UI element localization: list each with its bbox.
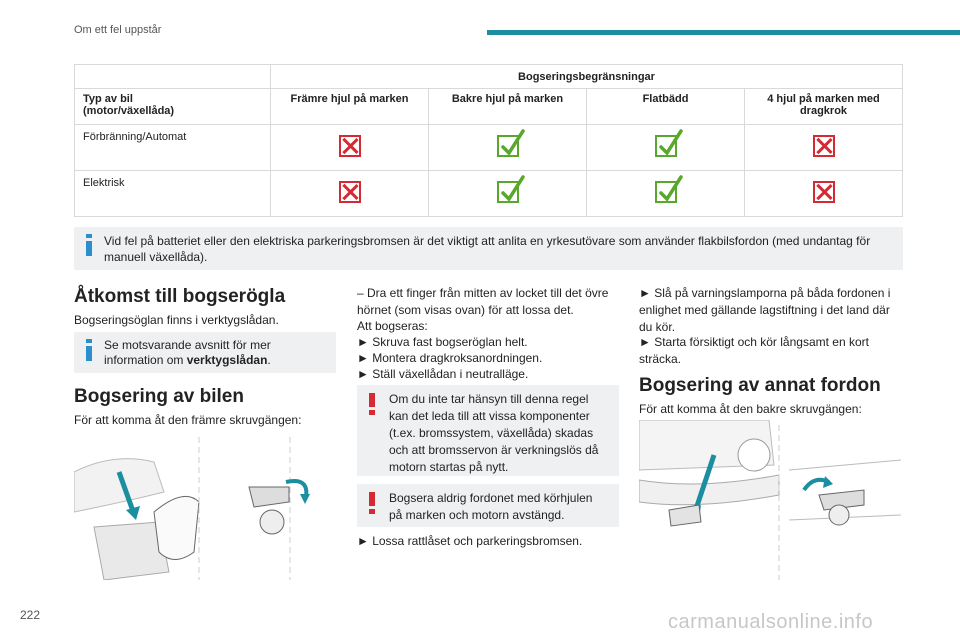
table-column-header: Främre hjul på marken	[271, 89, 429, 125]
battery-info-note	[74, 227, 903, 270]
header-accent-bar	[487, 30, 960, 35]
allowed-icon	[655, 135, 677, 157]
warning-icon	[369, 492, 375, 514]
table-group-header: Bogseringsbegränsningar	[271, 65, 903, 89]
not-allowed-icon	[813, 181, 835, 203]
table-column-header: Flatbädd	[587, 89, 745, 125]
toolbox-reference-note	[74, 332, 336, 373]
note-bold-text: verktygslådan	[186, 353, 268, 367]
brake-damage-warning	[357, 385, 619, 476]
table-column-header: 4 hjul på marken med dragkrok	[745, 89, 903, 125]
front-cover-removal-illustration	[74, 432, 336, 580]
page-number: 222	[20, 608, 41, 622]
section-heading-towing-other-vehicle: Bogsering av annat fordon	[639, 375, 881, 396]
table-row	[75, 171, 903, 217]
watermark: carmanualsonline.info	[668, 611, 874, 633]
table-corner-cell	[75, 65, 271, 89]
battery-note-text: Vid fel på batteriet eller den elektriska parkeringsbromsen är det viktigt att anlita en yrkesutövare som använder flakbilsfordon (med undantag för manuell växellåda).	[104, 234, 871, 264]
table-row-header: Typ av bil (motor/växellåda)	[75, 89, 271, 125]
step-neutral-gear: ► Ställ växellådan i neutralläge.	[357, 367, 529, 381]
chapter-title: Om ett fel uppstår	[74, 24, 162, 36]
table-column-header: Bakre hjul på marken	[429, 89, 587, 125]
step-start-gently: ► Starta försiktigt och kör långsamt en kort sträcka.	[639, 335, 869, 366]
rear-cover-removal-illustration	[639, 420, 901, 580]
step-fit-towing-device: ► Montera dragkroksanordningen.	[357, 351, 543, 365]
step-release-locks: ► Lossa rattlåset och parkeringsbromsen.	[357, 534, 583, 548]
allowed-icon	[497, 135, 519, 157]
cover-release-instruction: – Dra ett finger från mitten av locket till det övre hörnet (som visas ovan) för att lossa det.	[357, 286, 609, 317]
to-be-towed-label: Att bogseras:	[357, 319, 428, 333]
not-allowed-icon	[339, 181, 361, 203]
section-heading-tow-eye-access: Åtkomst till bogserögla	[74, 286, 286, 307]
allowed-icon	[655, 181, 677, 203]
not-allowed-icon	[813, 135, 835, 157]
step-hazard-lights: ► Slå på varningslamporna på båda fordonen i enlighet med gällande lagstiftning i det land där du kör.	[639, 286, 891, 334]
table-row	[75, 125, 903, 171]
info-icon	[86, 234, 92, 256]
front-cover-illustration-icon	[74, 432, 336, 580]
towing-restrictions-table	[74, 64, 903, 217]
note-end: .	[267, 353, 271, 367]
front-thread-access-text: För att komma åt den främre skruvgängen:	[74, 413, 302, 427]
warning-text: Bogsera aldrig fordonet med körhjulen på marken och motorn avstängd.	[389, 491, 593, 522]
not-allowed-icon	[339, 135, 361, 157]
section-heading-towing-vehicle: Bogsering av bilen	[74, 386, 244, 407]
note-text: Se motsvarande avsnitt för mer information om	[104, 338, 271, 367]
step-screw-tow-eye: ► Skruva fast bogseröglan helt.	[357, 335, 528, 349]
tow-eye-location-text: Bogseringsöglan finns i verktygslådan.	[74, 313, 279, 327]
table-row-label: Elektrisk	[75, 171, 271, 217]
rear-cover-illustration-icon	[639, 420, 901, 580]
allowed-icon	[497, 181, 519, 203]
rear-thread-access-text: För att komma åt den bakre skruvgängen:	[639, 402, 862, 416]
warning-icon	[369, 393, 375, 415]
warning-text: Om du inte tar hänsyn till denna regel kan det leda till att vissa komponenter (t.ex. bromssystem, växellåda) skadas och att bromsservon är verkningslös då motorn startas på nytt.	[389, 392, 599, 474]
table-row-label: Förbränning/Automat	[75, 125, 271, 171]
engine-off-warning	[357, 484, 619, 527]
info-icon	[86, 339, 92, 361]
